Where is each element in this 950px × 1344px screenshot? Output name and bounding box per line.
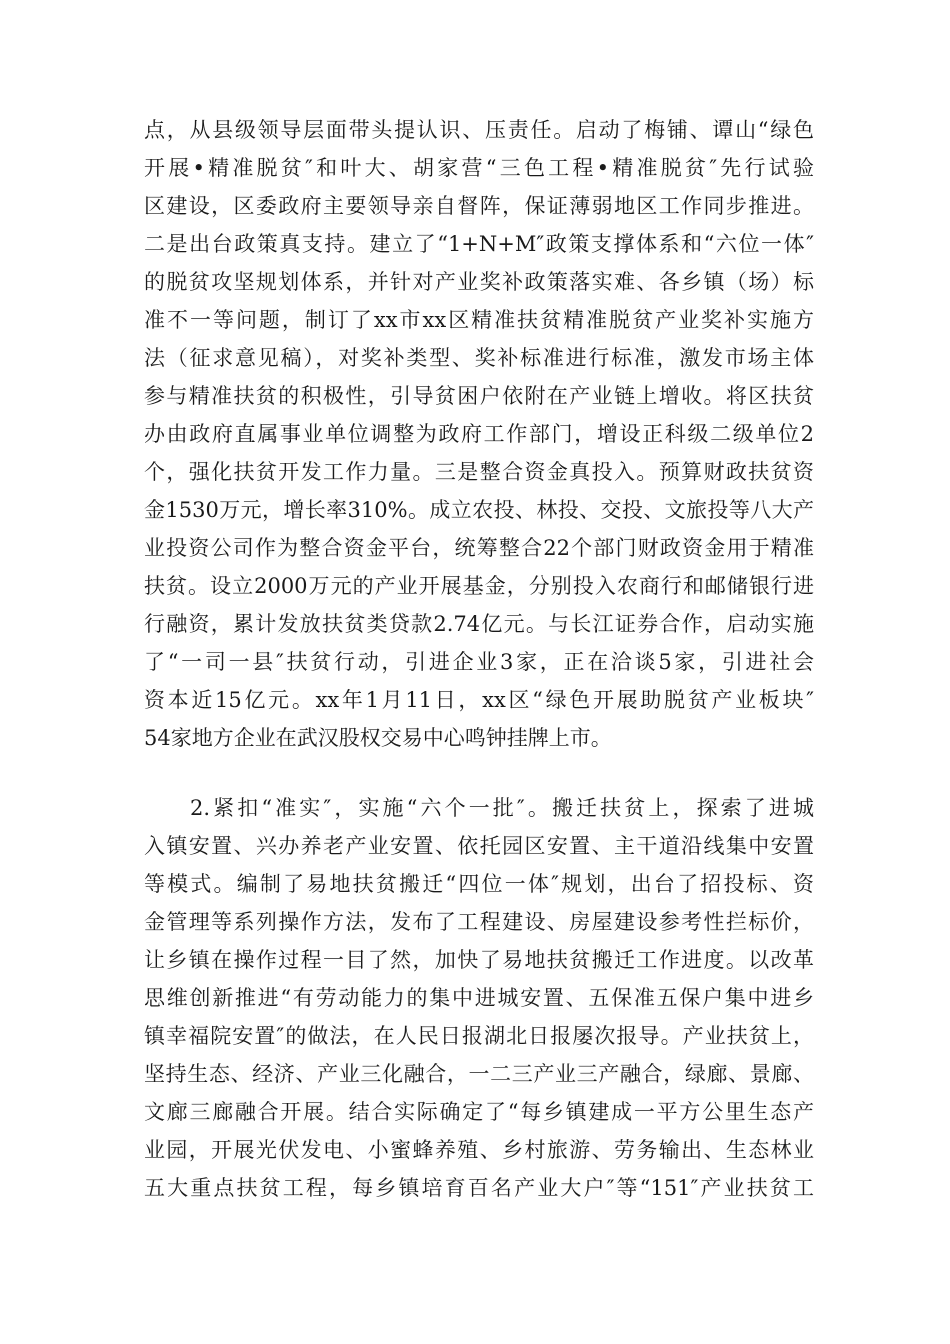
text-line: 二是出台政策真支持。建立了“1+N+M″政策支撑体系和“六位一体″ xyxy=(144,232,814,256)
text-line: 点，从县级领导层面带头提认识、压责任。启动了梅铺、谭山“绿色 xyxy=(144,118,814,142)
text-line: 五大重点扶贫工程，每乡镇培育百名产业大户″等“151″产业扶贫工 xyxy=(144,1176,814,1200)
text-line: 金管理等系列操作方法，发布了工程建设、房屋建设参考性拦标价， xyxy=(144,910,814,934)
text-line: 办由政府直属事业单位调整为政府工作部门，增设正科级二级单位2 xyxy=(144,422,814,446)
text-line: 坚持生态、经济、产业三化融合，一二三产业三产融合，绿廊、景廊、 xyxy=(144,1062,814,1086)
text-line: 个，强化扶贫开发工作力量。三是整合资金真投入。预算财政扶贫资 xyxy=(144,460,814,484)
text-line: 文廊三廊融合开展。结合实际确定了“每乡镇建成一平方公里生态产 xyxy=(144,1100,814,1124)
text-line: 行融资，累计发放扶贫类贷款2.74亿元。与长江证券合作，启动实施 xyxy=(144,612,814,636)
text-line: 区建设，区委政府主要领导亲自督阵，保证薄弱地区工作同步推进。 xyxy=(144,194,814,218)
paragraph-six-batches xyxy=(144,789,814,1207)
text-line: 准不一等问题，制订了xx市xx区精准扶贫精准脱贫产业奖补实施方 xyxy=(144,308,814,332)
text-line: 让乡镇在操作过程一目了然，加快了易地扶贫搬迁工作进度。以改革 xyxy=(144,948,814,972)
paragraph-poverty-policy xyxy=(144,111,814,757)
text-line: 等模式。编制了易地扶贫搬迁“四位一体″规划，出台了招投标、资 xyxy=(144,872,814,896)
text-line: 思维创新推进“有劳动能力的集中进城安置、五保准五保户集中进乡 xyxy=(144,986,814,1010)
text-line-indented: 2.紧扣“准实″，实施“六个一批″。搬迁扶贫上，探索了进城 xyxy=(190,796,814,820)
text-line: 的脱贫攻坚规划体系，并针对产业奖补政策落实难、各乡镇（场）标 xyxy=(144,270,814,294)
text-line: 镇幸福院安置″的做法，在人民日报湖北日报屡次报导。产业扶贫上， xyxy=(144,1024,814,1048)
text-line: 了“一司一县″扶贫行动，引进企业3家，正在洽谈5家，引进社会 xyxy=(144,650,814,674)
text-line: 业投资公司作为整合资金平台，统筹整合22个部门财政资金用于精准 xyxy=(144,536,814,560)
text-line: 法（征求意见稿），对奖补类型、奖补标准进行标准，激发市场主体 xyxy=(144,346,814,370)
text-line: 54家地方企业在武汉股权交易中心鸣钟挂牌上市。 xyxy=(144,726,612,750)
text-line: 资本近15亿元。xx年1月11日，xx区“绿色开展助脱贫产业板块″ xyxy=(144,688,814,712)
text-line: 扶贫。设立2000万元的产业开展基金，分别投入农商行和邮储银行进 xyxy=(144,574,814,598)
text-line: 金1530万元，增长率310%。成立农投、林投、交投、文旅投等八大产 xyxy=(144,498,814,522)
text-line: 开展•精准脱贫″和叶大、胡家营“三色工程•精准脱贫″先行试验 xyxy=(144,156,814,180)
text-line: 入镇安置、兴办养老产业安置、依托园区安置、主干道沿线集中安置 xyxy=(144,834,814,858)
text-line: 参与精准扶贫的积极性，引导贫困户依附在产业链上增收。将区扶贫 xyxy=(144,384,814,408)
text-line: 业园，开展光伏发电、小蜜蜂养殖、乡村旅游、劳务输出、生态林业 xyxy=(144,1138,814,1162)
